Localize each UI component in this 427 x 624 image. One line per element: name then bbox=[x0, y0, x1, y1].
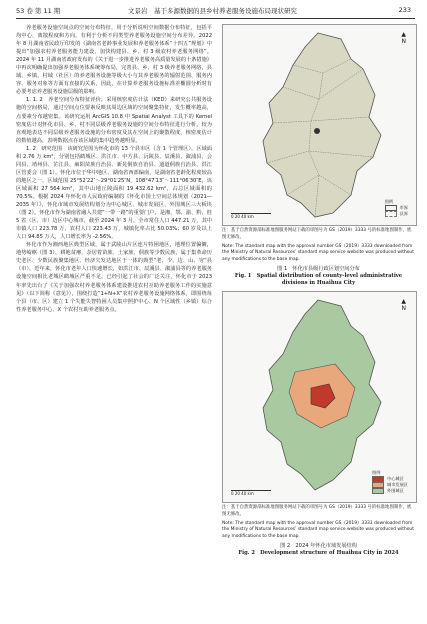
scale-bar: 0 20 40 km bbox=[231, 213, 271, 219]
figure-1-caption-cn: 图 1 怀化市县级行政区划空间分布 bbox=[277, 265, 360, 272]
legend-item: 中心城区 bbox=[372, 476, 408, 482]
legend-item: 市界 bbox=[385, 205, 408, 211]
paragraph: 1. 2 研究范围 该研究范围为怀化市的 13 个县市区（含 1 个管理区），区域面积 2.76 万 km²，分别包括鹤城区、洪江市、中方县、沅陵县、辰溪县、溆浦县、会同县、靖州县、芷江县、麻阳苗族自治县、新晃侗族自治县、通道侗族自治县、洪江区管委会（图 1）。怀化市位于华中地区、湖南省西部偏南，是湖南省老龄化程度较高的地区之一，区域范围 25°52′22″～29°01′25″N，108°47′13″～111°06′30″E，该区域面积 27 564 km²，其中山地丘陵面积 19 432.62 km²，占总区域面积的 70.5%。根据 2024 年怀化市人民政府编制的《怀化市国土空间总体规划（2021—2035 年）》，怀化市域市发展结构划分为中心城区、城市发展区、外围城区三大板块（图 2）。怀化市作为湖南省融入共建“一带一路”的重要门户，是湘、鄂、渝、黔、桂 5 省（区、市）边区中心城市，截至 2024 年 3 月，全市常住人口 447.21 万，其中市镇人口 223.78 万，农村人口 223.43 万，城镇化率占比 50.03%；60 岁及以上人口 94.85 万人，人口增长率为 -2.56%。 bbox=[16, 145, 212, 241]
scale-bar: 0 20 40 km bbox=[231, 490, 271, 496]
journal-issue: 53 卷 第 11 期 bbox=[16, 7, 61, 15]
paragraph: 怀化市作为湘西地区典型区域，属于武陵山片区连片特困地区，地理位置偏僻，地势崎岖（图 3），耕地贫瘠，杂居着苗族、土家族、侗族等少数民族，属于集革命历史老区、少数民族聚集地区、经济欠发达地区于一体的典型“老、少、边、山、穷”县（市）。近年来，怀化市老年人口快速增长，如洪江市、辰溪县、溆浦县等的养老服务设施空间相比老城区鹤城区严重不足，已经引起了社会的广泛关注，怀化市于 2023 年率先出台了《关于加强农村养老服务体系建设推进农村互助养老服务工作的实施意见》（以下简称《意见》），围绕打造“1+N+X”农村养老服务设施网络体系，即围绕每个县（市、区）建立 1 个失能失智特困人员集中照护中心、N 个区域性（乡镇）综合性养老服务中心、X 个农村互助养老服务点。 bbox=[16, 242, 212, 313]
paragraph: 养老服务设施空间点的空间分布特征，用于分析说明空间数据分布特征，包括平均中心、离散程度和方向，有利于分析不同类型养老服务设施空间分布差异。2022 年 8 月湖南省民政厅印发的《湖南省老龄事业发展和养老服务体系“十四五”规划》中提出“加强农村养老服务能力建设，加快构建县、乡、村 3 级农村养老服务网络”。2024 年 11 月湖南省政府发布的《关于进一步推进养老服务高质量发展的十条措施》中再次明确提出加强养老服务体系统筹布局，完善县、乡、村 3 级养老服务网络，县域、乡镇、村域（社区）的养老服务设施等级大小与其养老服务的辐射范围、服务内容、服务对象等方面有直接的关系，因此，在计算养老服务设施标准差椭圆分析时有必要考虑养老服务设施层级的影响。 bbox=[16, 25, 212, 96]
city-boundary bbox=[263, 33, 381, 217]
city-center-marker bbox=[314, 128, 320, 134]
legend-item: 外围城区 bbox=[372, 488, 408, 494]
figure-2-note-cn: 注：基于自然资源部标准地图服务网站下载的审图号为 GS（2019）3333 号的标准地图制作，底图无修改。 bbox=[222, 504, 412, 517]
figure-1-map bbox=[222, 24, 417, 226]
running-header bbox=[16, 6, 415, 18]
county-map-svg bbox=[223, 25, 416, 225]
figure-2-caption-en: Fig. 2 Development structure of Huaihua City in 2024 bbox=[238, 549, 399, 556]
north-arrow: ▲ N bbox=[401, 31, 406, 45]
north-arrow: ▲ N bbox=[401, 297, 406, 312]
legend-title: 图例 bbox=[372, 469, 381, 475]
page-number: 233 bbox=[398, 6, 411, 14]
figure-2-map bbox=[222, 291, 417, 503]
figure-1-note-en: Note: The standard map with the approval number GS（2019）3333 downloaded from the Ministry of Natural Resources’ standard map service website was produced without any modifications to the base map. bbox=[222, 243, 414, 263]
paragraph: 1. 1. 2 养老空间分布特征评价。采用核密度估计法（KED）来研究公共服务设施的空间格局，通过空间点位要素反映其周边区域的空间聚集特征，发生概率越高，点要素分布越密集。该研究运用 ArcGIS 10.8 中 Spatial Analyst 工具下的 Kernel 密度估计对怀化市县、乡、村不同层级养老服务设施的空间分布特征进行分析，较为直观地表达不同层级养老服务设施的分布密度及其在空间上的聚散程度，核密度估计的数值越高，表明数据点在该区域的集中趋势越明显。 bbox=[16, 97, 212, 144]
legend-item: 县界 bbox=[385, 211, 408, 217]
header-rule bbox=[16, 18, 415, 19]
figure-1-legend bbox=[385, 199, 408, 217]
running-title: 文景岩 基于多源数据的县乡村养老服务设施布局现状研究 bbox=[128, 7, 297, 15]
figure-2-note-en: Note: The standard map with the approval number GS（2019）3333 downloaded from the Ministry of Natural Resources’ standard map service website was produced without any modifications to the base map. bbox=[222, 520, 414, 540]
figure-1-caption-en: Fig. 1 Spatial distribution of county-level administrative divisions in Huaihua City bbox=[234, 272, 403, 286]
legend-title: 图例 bbox=[384, 199, 393, 204]
right-figure-column bbox=[222, 24, 415, 557]
legend-item: 城市发展区 bbox=[372, 482, 408, 488]
figure-2-caption-cn: 图 2 2024 年怀化市域发展结构 bbox=[280, 542, 357, 549]
left-text-column bbox=[16, 24, 212, 314]
figure-1-note-cn: 注：基于自然资源部标准地图服务网站下载的审图号为 GS（2019）3333 号的标准地图制作，底图无修改。 bbox=[222, 228, 412, 240]
figure-2-legend bbox=[372, 470, 408, 494]
